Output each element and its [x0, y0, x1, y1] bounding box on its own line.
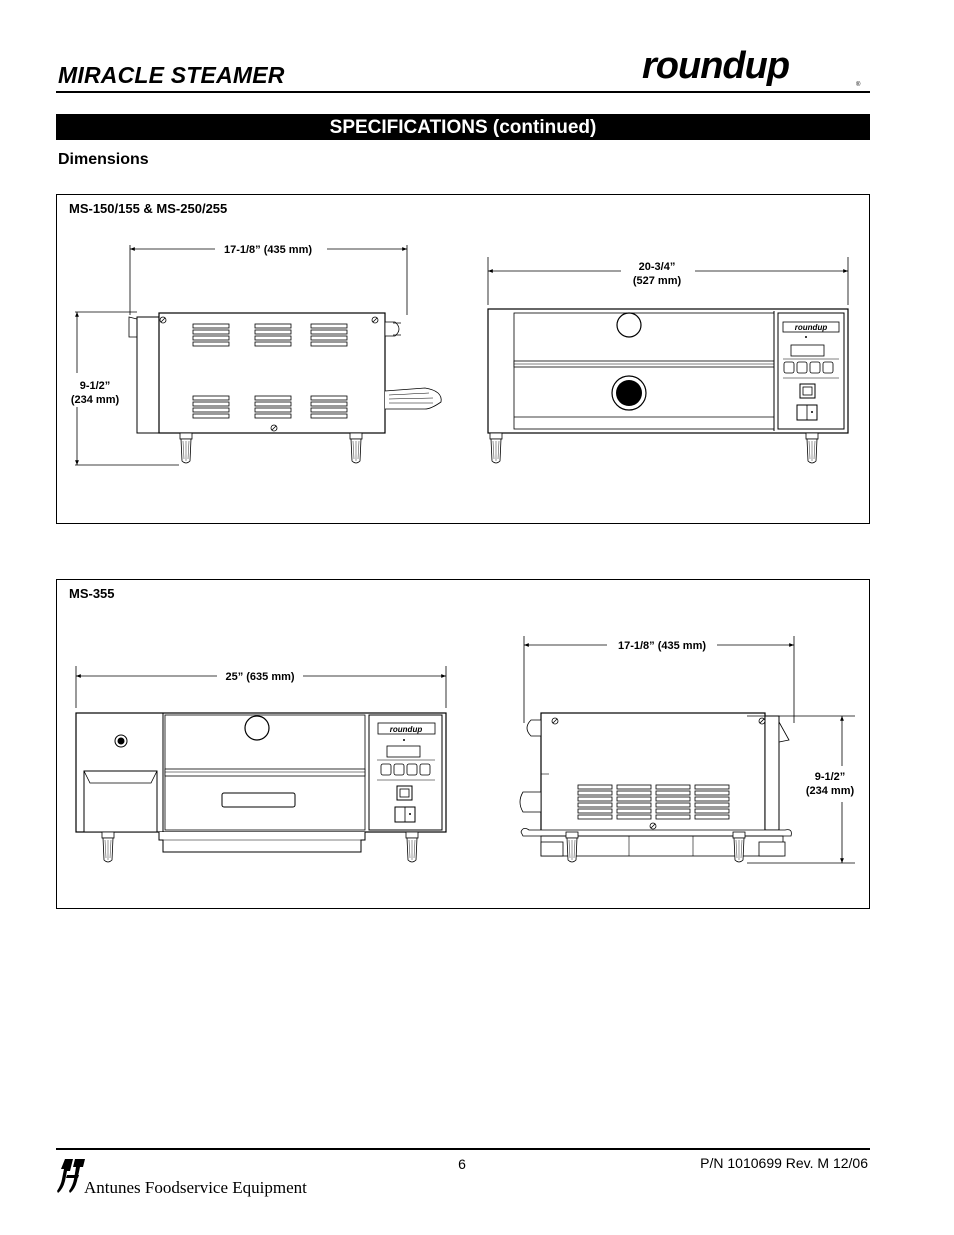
page-number: 6: [458, 1156, 466, 1172]
height-dimension-line2: (234 mm): [805, 785, 855, 797]
panel-ms-150-250: [56, 194, 870, 524]
side-width-dimension: 17-1/8” (435 mm): [223, 244, 313, 256]
ms-150-250-drawing: [57, 195, 869, 523]
ms-355-drawing: [57, 580, 869, 908]
front-view: [76, 666, 446, 862]
side-width-dimension: 17-1/8” (435 mm): [617, 640, 707, 652]
panel-ms-355: [56, 579, 870, 909]
roundup-logo-wordmark: roundup: [642, 45, 790, 87]
control-panel-logo: roundup: [389, 725, 423, 734]
dimensions-heading: Dimensions: [58, 151, 149, 168]
footer-rule: [56, 1148, 870, 1150]
panel-label: MS-355: [69, 586, 115, 601]
height-dimension-line2: (234 mm): [70, 394, 120, 406]
side-view: [520, 636, 855, 863]
section-title: SPECIFICATIONS (continued): [56, 114, 870, 140]
control-panel-logo: roundup: [794, 323, 828, 332]
roundup-logo: [640, 44, 872, 90]
front-view: [488, 257, 848, 463]
header-rule: [56, 91, 870, 93]
height-dimension-line1: 9-1/2”: [814, 771, 846, 783]
document-title: MIRACLE STEAMER: [58, 62, 285, 88]
side-view: [71, 244, 441, 465]
height-dimension-line1: 9-1/2”: [79, 380, 111, 392]
front-width-dimension-line1: 20-3/4”: [638, 261, 676, 273]
front-width-dimension: 25” (635 mm): [225, 671, 295, 683]
part-number: P/N 1010699 Rev. M 12/06: [700, 1155, 868, 1171]
company-name: Antunes Foodservice Equipment: [84, 1178, 307, 1197]
panel-label: MS-150/155 & MS-250/255: [69, 201, 228, 216]
svg-text:®: ®: [856, 82, 861, 88]
front-width-dimension-line2: (527 mm): [632, 275, 682, 287]
